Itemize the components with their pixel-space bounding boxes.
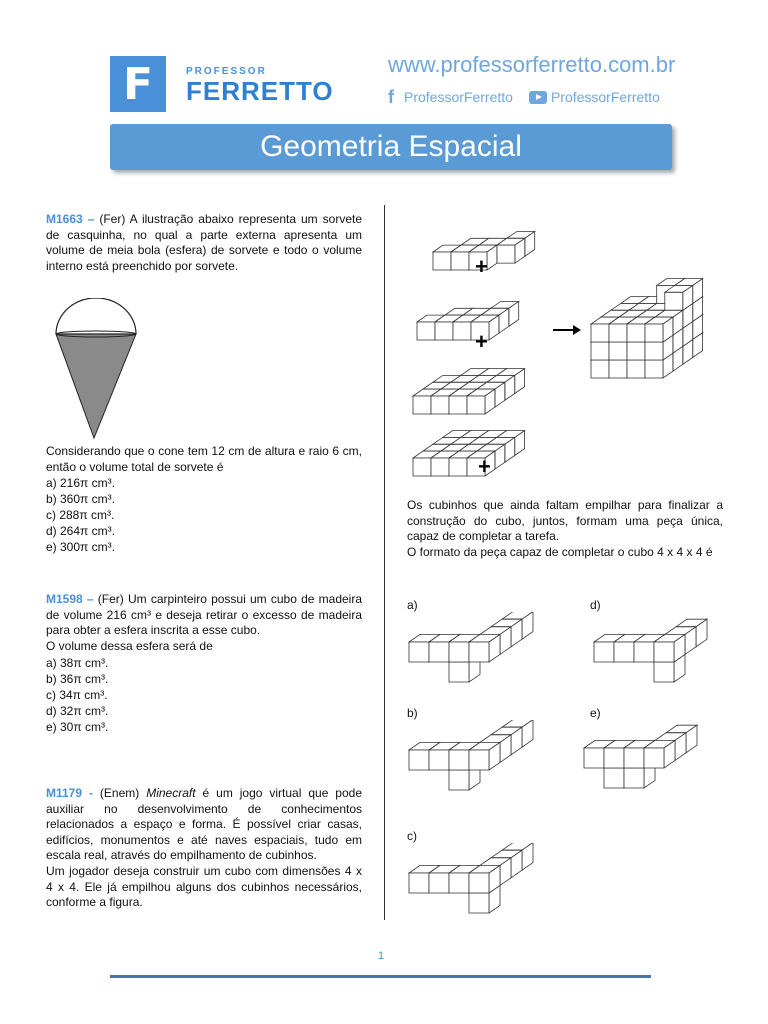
social-links — [388, 88, 660, 106]
cube-face — [591, 324, 609, 342]
cube-face — [497, 245, 515, 263]
youtube-handle[interactable]: ProfessorFerretto — [550, 89, 660, 105]
cube-face — [609, 342, 627, 360]
column-divider — [384, 205, 385, 920]
question-m1179-text2: Um jogador deseja construir um cubo com dimensões 4 x 4 x 4. Ele já empilhou alguns dos cubinhos necessários, conforme a figura. — [46, 864, 362, 909]
brand-name: FERRETTO — [186, 76, 334, 106]
cube-face — [594, 642, 614, 662]
page-title: Geometria Espacial — [110, 124, 672, 170]
plus-sign: + — [475, 254, 488, 279]
option-c[interactable]: c) 34π cm³. — [46, 688, 108, 702]
question-source: (Enem) — [92, 786, 147, 800]
question-m1179-stem: O formato da peça capaz de completar o cubo 4 x 4 x 4 é — [407, 545, 713, 559]
option-c[interactable]: c) 288π cm³. — [46, 508, 115, 522]
cube-face — [433, 252, 451, 270]
cube-face — [627, 360, 645, 378]
cube-face — [409, 750, 429, 770]
ice-cream-cone-figure — [46, 298, 146, 443]
question-code: M1179 - — [46, 786, 93, 800]
cube-face — [645, 360, 663, 378]
page-number: 1 — [378, 950, 385, 962]
cube-face — [591, 360, 609, 378]
footer-divider — [110, 975, 651, 978]
cube-face — [409, 642, 429, 662]
website-link[interactable]: www.professorferretto.com.br — [388, 52, 676, 77]
option-a-figure[interactable] — [405, 612, 555, 692]
question-code: M1598 – — [46, 592, 94, 606]
cube-face — [624, 748, 644, 768]
cube-face — [449, 770, 469, 790]
cube-face — [469, 750, 489, 770]
question-m1663-intro — [46, 212, 362, 274]
option-e-figure[interactable] — [580, 718, 730, 798]
option-e[interactable]: e) 300π cm³. — [46, 540, 115, 554]
option-d-figure[interactable] — [590, 612, 740, 692]
cube-face — [431, 396, 449, 414]
cube-face — [429, 873, 449, 893]
option-d[interactable]: d) 32π cm³. — [46, 704, 109, 718]
brand-small: PROFESSOR — [186, 66, 267, 77]
plus-sign: + — [475, 329, 488, 354]
cube-face — [609, 324, 627, 342]
cube-face — [654, 642, 674, 662]
cube-face — [654, 662, 674, 682]
cube-face — [451, 252, 469, 270]
cube-face — [467, 396, 485, 414]
option-c-label[interactable]: c) — [407, 829, 417, 843]
cube-face — [609, 360, 627, 378]
youtube-icon — [529, 91, 547, 104]
option-d-label[interactable]: d) — [590, 598, 601, 612]
logo-letter: F — [122, 58, 154, 110]
question-m1598-intro — [46, 592, 362, 639]
facebook-icon: f — [388, 87, 394, 107]
question-text: é um jogo virtual que pode auxiliar no desenvolvimento de conhecimentos relacionados a espaço e forma. É possível criar casas, edifícios, monumentos e até naves espaciais, tudo em escala real, através do empilhamento de cubinhos. — [46, 786, 363, 862]
cone-shape — [56, 334, 136, 438]
cube-face — [591, 342, 609, 360]
option-e-label[interactable]: e) — [590, 706, 601, 720]
facebook-handle[interactable]: ProfessorFerretto — [404, 89, 513, 105]
cube-face — [449, 458, 467, 476]
cube-face — [413, 396, 431, 414]
option-a-label[interactable]: a) — [407, 598, 418, 612]
cube-face — [469, 893, 489, 913]
cube-face — [409, 873, 429, 893]
question-m1598-options — [46, 655, 362, 735]
cube-face — [449, 396, 467, 414]
cube-face — [413, 458, 431, 476]
question-m1663-stem: Considerando que o cone tem 12 cm de altura e raio 6 cm, então o volume total de sorvete é — [46, 444, 362, 474]
stacked-layers — [413, 231, 703, 476]
cube-face — [469, 873, 489, 893]
cube-stacking-figure — [405, 210, 725, 485]
cube-face — [431, 458, 449, 476]
cube-face — [604, 748, 624, 768]
cube-face — [614, 642, 634, 662]
question-m1598-stem: O volume dessa esfera será de — [46, 639, 213, 653]
cube-face — [435, 322, 453, 340]
option-b[interactable]: b) 360π cm³. — [46, 492, 115, 506]
cube-face — [449, 873, 469, 893]
question-m1179-continuation: Os cubinhos que ainda faltam empilhar para finalizar a construção do cubo, juntos, formam uma peça única, capaz de completar a tarefa. — [407, 498, 723, 543]
game-name: Minecraft — [146, 786, 196, 800]
cube-face — [417, 322, 435, 340]
cube-face — [604, 768, 624, 788]
hemisphere-shape — [56, 298, 136, 334]
plus-sign: + — [478, 454, 491, 479]
cube-face — [627, 324, 645, 342]
arrow-head — [573, 325, 581, 335]
cube-face — [449, 750, 469, 770]
cube-face — [627, 342, 645, 360]
question-code: M1663 – — [46, 212, 95, 226]
question-m1179-intro — [46, 786, 362, 864]
cube-face — [645, 324, 663, 342]
question-text: (Fer) Um carpinteiro possui um cubo de madeira de volume 216 cm³ e deseja retirar o excesso de madeira para obter a esfera inscrita a esse cubo. — [46, 592, 362, 637]
cube-face — [665, 292, 683, 310]
cube-face — [624, 768, 644, 788]
option-d[interactable]: d) 264π cm³. — [46, 524, 115, 538]
option-e[interactable]: e) 30π cm³. — [46, 720, 109, 734]
option-a[interactable]: a) 216π cm³. — [46, 476, 115, 490]
cube-face — [584, 748, 604, 768]
cube-face — [429, 750, 449, 770]
question-m1663-options — [46, 475, 362, 555]
option-a[interactable]: a) 38π cm³. — [46, 656, 109, 670]
option-b-figure[interactable] — [405, 720, 555, 800]
option-b-label[interactable]: b) — [407, 706, 418, 720]
cube-face — [644, 748, 664, 768]
cube-face — [429, 642, 449, 662]
cube-face — [453, 322, 471, 340]
question-text: (Fer) A ilustração abaixo representa um sorvete de casquinha, no qual a parte externa apresenta um volume de meia bola (esfera) de sorvete e todo o volume interno está preenchido por sorvete. — [46, 212, 363, 273]
cube-face — [449, 642, 469, 662]
option-c-figure[interactable] — [405, 843, 555, 923]
option-b[interactable]: b) 36π cm³. — [46, 672, 109, 686]
cube-face — [634, 642, 654, 662]
cube-face — [449, 662, 469, 682]
cube-face — [469, 642, 489, 662]
cube-face — [645, 342, 663, 360]
